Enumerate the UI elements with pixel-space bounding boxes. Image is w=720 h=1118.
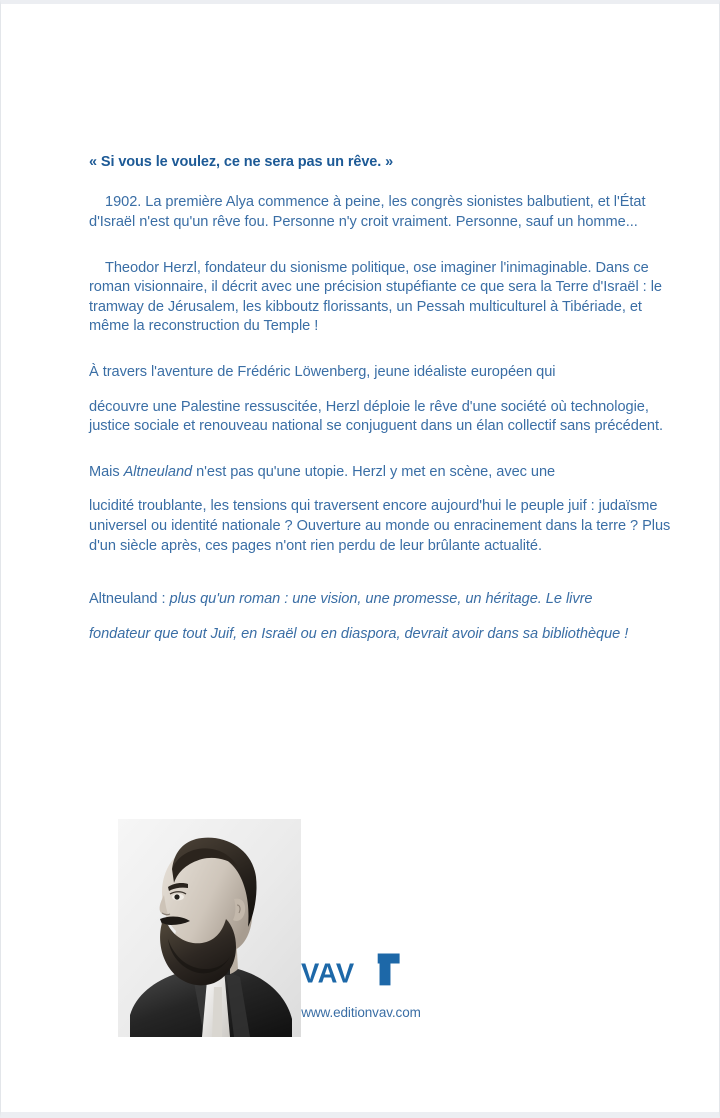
- vav-wordmark-text: VAV: [300, 957, 355, 989]
- book-title-inline: Altneuland: [123, 463, 193, 480]
- paragraph-lowenberg-lead: À travers l'aventure de Frédéric Löwenberg, jeune idéaliste européen qui: [89, 363, 556, 380]
- headline: « Si vous le voulez, ce ne sera pas un rêve. »: [89, 154, 394, 170]
- paragraph-lowenberg-body: découvre une Palestine ressuscitée, Herzl déploie le rêve d'une société où technologie, justice sociale et renouveau national se conjuguent dans un élan collectif sans précédent.: [89, 398, 663, 435]
- paragraph-herzl: Theodor Herzl, fondateur du sionisme politique, ose imaginer l'inimaginable. Dans ce roman visionnaire, il décrit avec une précision stupéfiante ce que sera la Terre d'Israël : le tramway de Jérusalem, les kibboutz florissants, un Pessah multiculturel à Tibériade, et même la reconstruction du Temple !: [89, 259, 662, 335]
- paragraph-utopie-body: lucidité troublante, les tensions qui traversent encore aujourd'hui le peuple juif : judaïsme universel ou identité nationale ? Ouverture au monde ou enracinement dans la terre ? Plus d'un siècle après, ces pages n'ont rien perdu de leur brûlante actualité.: [89, 498, 671, 554]
- vav-logo[interactable]: [301, 948, 422, 990]
- website-url[interactable]: www.editionvav.com: [301, 1005, 421, 1020]
- closing-title: Altneuland :: [89, 591, 170, 608]
- vav-logo-artwork: [301, 948, 422, 990]
- publisher-branding: [1, 948, 720, 1020]
- closing-italic-lead: plus qu'un roman : une vision, une promesse, un héritage. Le livre: [169, 591, 593, 608]
- paragraph-closing-body: fondateur que tout Juif, en Israël ou en diaspora, devrait avoir dans sa bibliothèque !: [89, 625, 629, 642]
- paragraph-utopie-lead: [89, 463, 673, 483]
- paragraph-intro: 1902. La première Alya commence à peine, les congrès sionistes balbutient, et l'État d'Israël n'est qu'un rêve fou. Personne n'y croit vraiment. Personne, sauf un homme...: [89, 194, 646, 230]
- utopie-lead-prefix: Mais: [89, 463, 124, 480]
- hebrew-letter-vav-icon: [377, 953, 399, 985]
- paragraph-closing-lead: [89, 590, 673, 610]
- blurb-text-block: [89, 154, 673, 644]
- utopie-lead-suffix: n'est pas qu'une utopie. Herzl y met en scène, avec une: [192, 463, 556, 480]
